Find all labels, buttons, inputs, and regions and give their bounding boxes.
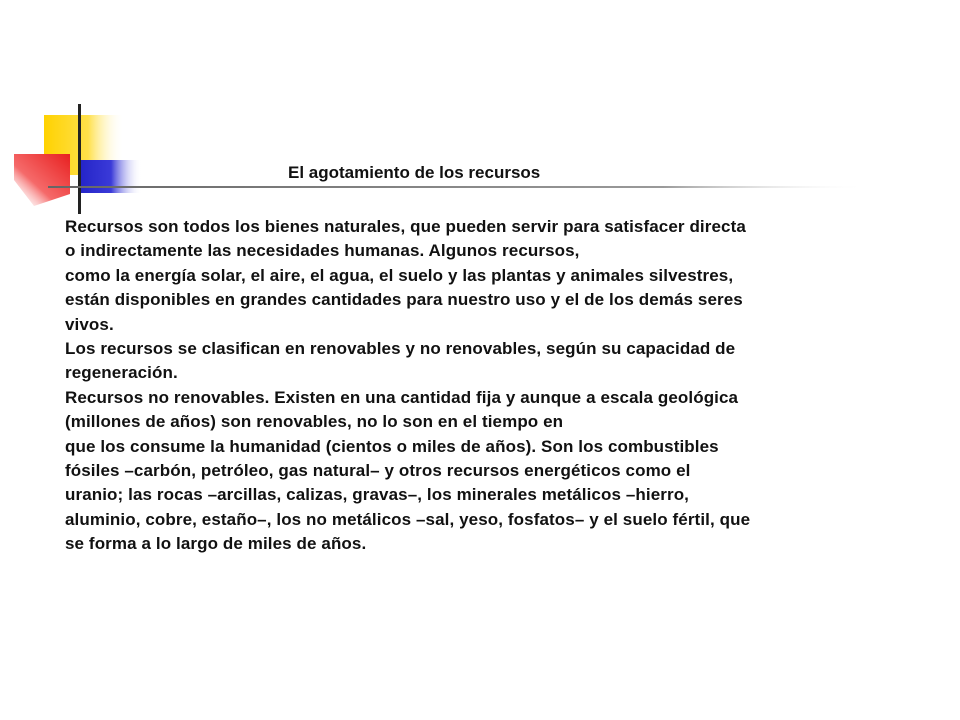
blue-square	[80, 160, 142, 193]
text-line: que los consume la humanidad (cientos o miles de años). Son los combustibles	[65, 436, 719, 456]
text-line: se forma a lo largo de miles de años.	[65, 534, 367, 554]
slide-body	[65, 215, 925, 557]
paragraph-no-renovables	[65, 386, 925, 557]
paragraph-clasificacion	[65, 337, 925, 386]
text-line: (millones de años) son renovables, no lo son en el tiempo en	[65, 412, 564, 432]
text-line: Recursos no renovables. Existen en una cantidad fija y aunque a escala geológica	[65, 387, 739, 407]
text-line: vivos.	[65, 314, 114, 334]
horizontal-rule	[48, 186, 868, 188]
text-line: fósiles –carbón, petróleo, gas natural– y otros recursos energéticos como el	[65, 461, 691, 481]
text-line: regeneración.	[65, 363, 178, 383]
text-line: Los recursos se clasifican en renovables y no renovables, según su capacidad de	[65, 339, 736, 359]
text-line: Recursos son todos los bienes naturales, que pueden servir para satisfacer directa	[65, 217, 746, 236]
text-line: como la energía solar, el aire, el agua, el suelo y las plantas y animales silvestres,	[65, 265, 734, 285]
text-line: están disponibles en grandes cantidades para nuestro uso y el de los demás seres	[65, 290, 743, 310]
text-line: o indirectamente las necesidades humanas. Algunos recursos,	[65, 241, 580, 261]
text-line: uranio; las rocas –arcillas, calizas, gravas–, los minerales metálicos –hierro,	[65, 485, 689, 505]
slide-title: El agotamiento de los recursos	[288, 163, 541, 182]
text-line: aluminio, cobre, estaño–, los no metálicos –sal, yeso, fosfatos– y el suelo fértil, que	[65, 509, 751, 529]
vertical-rule	[78, 104, 81, 214]
red-square	[14, 154, 70, 206]
paragraph-recursos-definicion	[65, 215, 925, 337]
yellow-square	[44, 115, 124, 175]
